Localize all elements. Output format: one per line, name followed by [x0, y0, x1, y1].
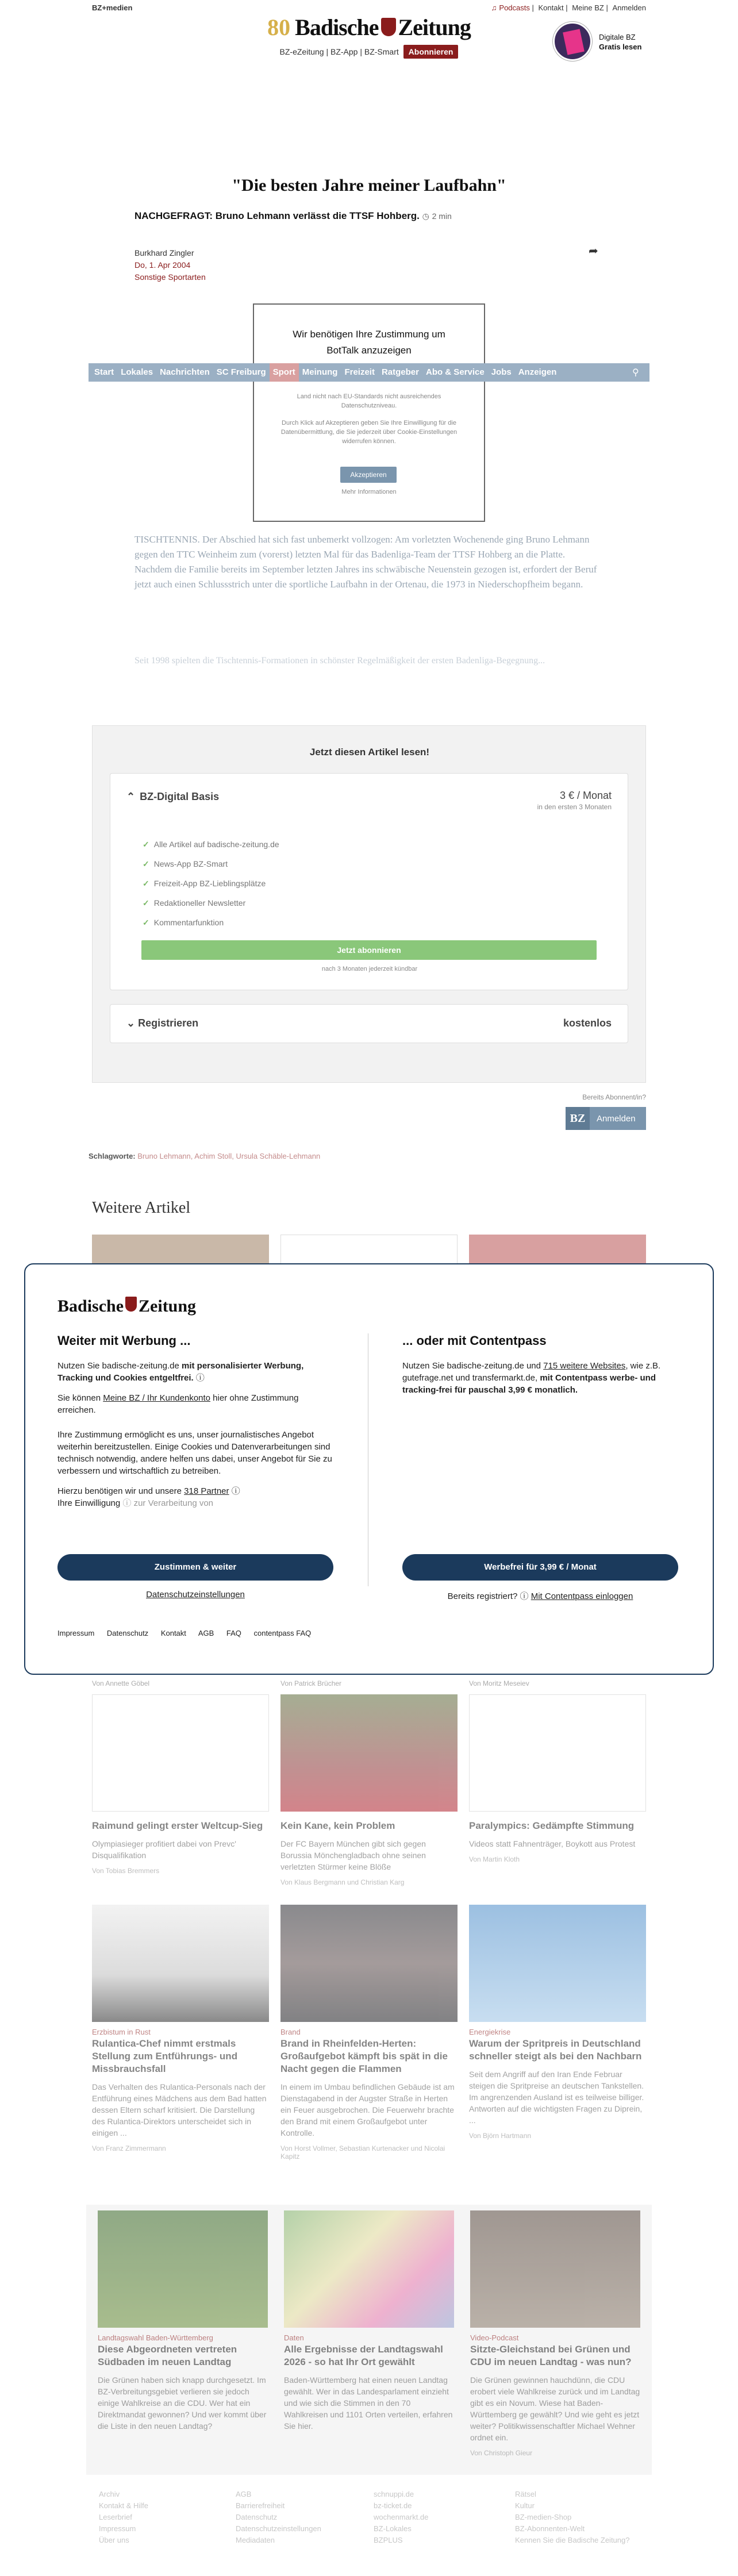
info-icon[interactable]: ⓘ — [122, 1498, 132, 1508]
logo-text-left: Badische — [295, 14, 379, 40]
article-card-title: Paralympics: Gedämpfte Stimmung — [469, 1820, 635, 1831]
cp-p1-b: , wie z.B. gutefrage.net und transfermarkt.de, — [402, 1361, 661, 1383]
teaser-image-top[interactable] — [280, 1235, 458, 1264]
article-card-kicker: Landtagswahl Baden-Württemberg — [98, 2333, 213, 2342]
article-image — [470, 2210, 640, 2328]
ads-paragraph-3: Ihre Zustimmung ermöglicht es uns, unser journalistisches Angebot weiterhin bereitzustellen. Einige Cookies und Datenverarbeitungen sind technisch notwendig, andere helfen uns dabei, unser Angebot für Sie zu verbessern und wirtschaftlich zu betreiben. — [57, 1430, 332, 1476]
footer-link[interactable]: Leserbrief — [99, 2513, 132, 2521]
nav-lokales[interactable]: Lokales — [121, 367, 153, 377]
cp-login-prefix: Bereits registriert? — [447, 1591, 520, 1601]
footer-link[interactable]: Datenschutz — [236, 2513, 278, 2521]
ads-p1-a: Nutzen Sie badische-zeitung.de — [57, 1361, 182, 1371]
feature-item: ✓ Alle Artikel auf badische-zeitung.de — [143, 835, 279, 854]
digital-bz-icon — [553, 22, 592, 61]
article-card-text: Seit dem Angriff auf den Iran Ende Februar steigen die Spritpreise an deutschen Tankstellen. Im angrenzenden Ausland ist es teilweise billiger. Antworten auf die wichtigsten Fragen zu Diprein, ... — [469, 2070, 644, 2125]
crest-icon — [381, 18, 396, 36]
article-card[interactable] — [92, 1905, 269, 2152]
article-card[interactable] — [469, 1905, 646, 2140]
subscribe-button[interactable]: Jetzt abonnieren — [141, 940, 597, 960]
top-bar — [0, 0, 738, 63]
footer-col-4 — [515, 2489, 646, 2546]
impressum-link[interactable]: Impressum — [57, 1629, 95, 1637]
article-card[interactable] — [284, 2210, 454, 2432]
paywall-title: Jetzt diesen Artikel lesen! — [309, 747, 430, 758]
share-icon[interactable]: ➦ — [589, 245, 598, 257]
consent-title-line2: BotTalk anzuzeigen — [326, 345, 412, 356]
footer-link[interactable]: BZ-Lokales — [374, 2524, 412, 2533]
tags-values[interactable]: Bruno Lehmann, Achim Stoll, Ursula Schäble-Lehmann — [137, 1152, 321, 1160]
article-image — [92, 1694, 269, 1812]
footer-link[interactable]: Impressum — [99, 2524, 136, 2533]
footer-link[interactable]: Über uns — [99, 2536, 129, 2544]
plan-name — [126, 791, 219, 803]
bz-medien-link[interactable]: BZ+medien — [92, 3, 133, 12]
kontakt-link[interactable]: Kontakt — [538, 3, 564, 12]
plan-price-value: 3 € / Monat — [559, 790, 612, 801]
consent-accept-button[interactable]: Akzeptieren — [340, 467, 397, 483]
bz-login-button[interactable] — [566, 1107, 646, 1130]
paywall — [92, 725, 646, 1083]
websites-link[interactable]: 715 weitere Websites — [543, 1361, 626, 1371]
podcasts-link[interactable]: Podcasts — [499, 3, 530, 12]
feature-item: ✓ Freizeit-App BZ-Lieblingsplätze — [143, 874, 279, 893]
article-card-title: Diese Abgeordneten vertreten Südbaden im neuen Landtag — [98, 2344, 237, 2367]
reading-time: 2 min — [432, 212, 452, 221]
teaser-text: NACHGEFRAGT: Bruno Lehmann verlässt die TTSF Hohberg. — [134, 210, 420, 221]
plan-card-register[interactable] — [110, 1004, 628, 1043]
logo-text-right: Zeitung — [398, 14, 471, 40]
headphones-icon: ♫ — [491, 3, 497, 12]
subnav-products[interactable]: BZ-eZeitung | BZ-App | BZ-Smart — [279, 47, 399, 56]
article-card-author: Von Horst Vollmer, Sebastian Kurtenacker und Nicolai Kapitz — [280, 2144, 445, 2160]
digital-bz-promo[interactable] — [553, 22, 651, 63]
footer-link[interactable]: BZ-Abonnenten-Welt — [515, 2524, 585, 2533]
info-icon[interactable]: ⓘ — [195, 1373, 205, 1383]
faq-link[interactable]: FAQ — [226, 1629, 241, 1637]
article-card[interactable] — [470, 2210, 640, 2457]
article-meta — [134, 247, 206, 283]
article-card-text: Olympiasieger profitiert dabei von Prevc' Disqualifikation — [92, 1839, 236, 1860]
clock-icon: ◷ — [422, 212, 429, 221]
nav-freizeit[interactable]: Freizeit — [344, 367, 375, 377]
digital-label-line1: Digitale BZ — [599, 33, 636, 41]
contentpass-heading: ... oder mit Contentpass — [402, 1333, 547, 1348]
article-card-text: Der FC Bayern München gibt sich gegen Borussia Mönchengladbach ohne seinen verletzten Stürmer keine Blöße — [280, 1839, 426, 1871]
nav-sport[interactable]: Sport — [270, 363, 299, 382]
article-card[interactable] — [469, 1694, 646, 1863]
article-card-kicker: Video-Podcast — [470, 2333, 519, 2342]
plan-name-text: BZ-Digital Basis — [140, 791, 220, 802]
kontakt-link[interactable]: Kontakt — [160, 1629, 186, 1637]
consent-box-title — [254, 326, 484, 359]
anniversary-80-logo: 80 — [267, 14, 291, 40]
datenschutz-link[interactable]: Datenschutz — [106, 1629, 149, 1637]
register-name — [126, 1017, 198, 1029]
article-card-kicker: Erzbistum in Rust — [92, 2028, 151, 2036]
bz-logo-icon: BZ — [566, 1107, 590, 1130]
article-card-author: Von Christoph Gieur — [470, 2449, 533, 2457]
article-card-text: Die Grünen haben sich knapp durchgesetzt. Im BZ-Verbreitungsgebiet verlieren sie jedoch einige Wahlkreise an die CDU. Wer hat ein Direktmandat gewonnen? Und wer kommt über die Liste in den neuen Landtag? — [98, 2375, 267, 2431]
article-card-title: Rulantica-Chef nimmt erstmals Stellung zum Entführungs- und Missbrauchsfall — [92, 2038, 238, 2074]
article-image — [469, 1694, 646, 1812]
article-card-text: In einem im Umbau befindlichen Gebäude ist am Dienstagabend in der Augster Straße in Herten ein Feuer ausgebrochen. Die Feuerwehr brachte den Brand mit einem Großaufgebot unter Kontrolle. — [280, 2082, 455, 2137]
meine-bz-account-link[interactable]: Meine BZ / Ihr Kundenkonto — [103, 1393, 211, 1403]
ads-p4-b: Ihre Einwilligung — [57, 1498, 121, 1508]
ads-p4-a: Hierzu benötigen wir und unsere — [57, 1486, 184, 1496]
site-logo[interactable] — [253, 13, 485, 41]
article-body-faded: Seit 1998 spielten die Tischtennis-Formationen in schönster Regelmäßigkeit der ersten Badenliga-Begegnung... — [134, 656, 545, 666]
search-icon[interactable]: ⚲ — [632, 368, 639, 378]
footer-link[interactable]: Archiv — [99, 2490, 120, 2498]
contentpass-button[interactable]: Werbefrei für 3,99 € / Monat — [402, 1554, 678, 1581]
footer-link[interactable]: Rätsel — [515, 2490, 536, 2498]
footer-link[interactable]: AGB — [236, 2490, 252, 2498]
teaser-image-top[interactable] — [92, 1235, 269, 1264]
plan-price-note: in den ersten 3 Monaten — [537, 803, 612, 811]
nav-abo-service[interactable]: Abo & Service — [425, 367, 485, 377]
already-subscriber-label: Bereits Abonnent/in? — [582, 1093, 646, 1101]
consent-more-link[interactable]: Mehr Informationen — [341, 489, 397, 495]
footer-link[interactable]: Kultur — [515, 2501, 535, 2510]
ads-p4-c: zur Verarbeitung von — [131, 1498, 214, 1508]
article-image — [92, 1905, 269, 2022]
nav-sc-freiburg[interactable]: SC Freiburg — [216, 367, 266, 377]
byline: Von Moritz Meseiev — [469, 1679, 529, 1687]
privacy-settings-link[interactable]: Datenschutzeinstellungen — [146, 1590, 245, 1600]
footer-link[interactable]: bz-ticket.de — [374, 2501, 412, 2510]
footer-link[interactable]: wochenmarkt.de — [374, 2513, 429, 2521]
abonnieren-button[interactable]: Abonnieren — [403, 45, 459, 59]
contentpass-faq-link[interactable]: contentpass FAQ — [253, 1629, 312, 1637]
info-icon[interactable]: ⓘ — [231, 1486, 240, 1496]
article-card-title: Raimund gelingt erster Weltcup-Sieg — [92, 1820, 263, 1831]
tags — [89, 1152, 320, 1160]
article-image — [280, 1905, 458, 2022]
article-card-text: Videos statt Fahnenträger, Boykott aus Protest — [469, 1839, 636, 1848]
contentpass-login-link[interactable]: Mit Contentpass einloggen — [531, 1591, 633, 1601]
article-category[interactable]: Sonstige Sportarten — [134, 272, 206, 282]
footer-link[interactable]: Mediadaten — [236, 2536, 275, 2544]
ads-paragraph-1 — [57, 1360, 333, 1384]
footer-link[interactable]: BZPLUS — [374, 2536, 403, 2544]
article-card[interactable] — [280, 1694, 458, 1886]
byline: Von Annette Göbel — [92, 1679, 150, 1687]
meine-bz-link[interactable]: Meine BZ — [572, 3, 604, 12]
footer-col-1 — [99, 2489, 214, 2546]
consent-box-info — [277, 392, 461, 446]
chevron-up-icon[interactable]: ⌃ — [126, 791, 136, 802]
digital-label-line2: Gratis lesen — [599, 43, 642, 51]
footer-link[interactable]: schnuppi.de — [374, 2490, 414, 2498]
cp-p1-a: Nutzen Sie badische-zeitung.de und — [402, 1361, 544, 1371]
nav-jobs[interactable]: Jobs — [491, 367, 512, 377]
footer-link[interactable]: Kennen Sie die Badische Zeitung? — [515, 2536, 630, 2544]
article-card[interactable] — [98, 2210, 268, 2432]
chevron-down-icon[interactable]: ⌄ — [126, 1017, 136, 1029]
article-image — [469, 1905, 646, 2022]
feature-item: ✓ Kommentarfunktion — [143, 913, 279, 932]
footer-link[interactable]: Datenschutzeinstellungen — [236, 2524, 321, 2533]
feature-item: ✓ News-App BZ-Smart — [143, 854, 279, 874]
article-card-author: Von Tobias Bremmers — [92, 1867, 160, 1875]
article-card-author: Von Klaus Bergmann und Christian Karg — [280, 1878, 405, 1886]
anmelden-link[interactable]: Anmelden — [612, 3, 646, 12]
crest-icon — [125, 1297, 137, 1312]
feature-item: ✓ Redaktioneller Newsletter — [143, 893, 279, 913]
consent-overlay — [24, 1263, 714, 1675]
footer-col-2 — [236, 2489, 351, 2546]
plan-card-basis[interactable] — [110, 773, 628, 990]
overlay-footer — [57, 1629, 321, 1637]
article-card-text: Das Verhalten des Rulantica-Personals nach der Entführung eines Mädchens aus dem Bad hatten dessen Eltern scharf kritisiert. Die Darstellung des Rulantica-Direktors unterscheidet sich in einigen ... — [92, 2082, 267, 2137]
consent-info-1: Land nicht nach EU-Standards nicht ausreichendes Datenschutzniveau. — [297, 393, 441, 409]
digital-bz-label — [599, 32, 641, 52]
ads-p2-a: Sie können — [57, 1393, 103, 1403]
article-card-author: Von Franz Zimmermann — [92, 2144, 166, 2152]
article-title: "Die besten Jahre meiner Laufbahn" — [232, 176, 506, 195]
plan-features — [143, 835, 279, 932]
byline: Von Patrick Brücher — [280, 1679, 342, 1687]
overlay-logo-left: Badische — [57, 1297, 124, 1316]
ads-paragraph-4 — [57, 1485, 333, 1509]
ads-paragraph-2 — [57, 1392, 333, 1416]
overlay-logo-right: Zeitung — [139, 1297, 197, 1316]
article-card-title: Kein Kane, kein Problem — [280, 1820, 395, 1831]
consent-contentpass-column — [402, 1333, 678, 1404]
article-image — [280, 1694, 458, 1812]
login-label: Anmelden — [597, 1113, 636, 1124]
subscribe-note: nach 3 Monaten jederzeit kündbar — [321, 966, 418, 972]
nav-meinung[interactable]: Meinung — [302, 367, 338, 377]
nav-nachrichten[interactable]: Nachrichten — [160, 367, 210, 377]
article-card-kicker: Daten — [284, 2333, 304, 2342]
article-card-text: Baden-Württemberg hat einen neuen Landtag gewählt. Wer in das Landesparlament einzieht und wie sich die Stimmen in den 70 Wahlkreisen und 1101 Orten verteilen, erfahren Sie hier. — [284, 2375, 453, 2431]
nav-start[interactable]: Start — [94, 367, 114, 377]
consent-info-2: Durch Klick auf Akzeptieren geben Sie Ihre Einwilligung für die Datenübermittlung, die Sie jederzeit über Cookie-Einstellungen widerrufen können. — [280, 420, 458, 445]
article-card-author: Von Björn Hartmann — [469, 2132, 532, 2140]
bottalk-consent-box — [253, 303, 485, 522]
article-card-title: Brand in Rheinfelden-Herten: Großaufgebot kämpft bis spät in die Nacht gegen die Flammen — [280, 2038, 448, 2074]
footer-link[interactable]: Barrierefreiheit — [236, 2501, 285, 2510]
article-card-title: Sitzte-Gleichstand bei Grünen und CDU im neuen Landtag - was nun? — [470, 2344, 632, 2367]
consent-ads-column — [57, 1333, 333, 1517]
ads-p2-b: hier ohne Zustimmung erreichen. — [57, 1393, 299, 1415]
contentpass-login — [402, 1590, 678, 1602]
article-card-kicker: Brand — [280, 2028, 301, 2036]
article-image — [284, 2210, 454, 2328]
article-card-text: Die Grünen gewinnen hauchdünn, die CDU erobert viele Wahlkreise zurück und im Landtag gibt es ein Novum. Wiese hat Baden-Württemberg ge gewählt? Und wie geht es jetzt weiter? Politikwissenschaftler Michael Wehner ordnet ein. — [470, 2375, 640, 2442]
article-card-kicker: Energiekrise — [469, 2028, 511, 2036]
footer-col-3 — [374, 2489, 489, 2546]
accept-ads-button[interactable]: Zustimmen & weiter — [57, 1554, 333, 1581]
consent-title-line1: Wir benötigen Ihre Zustimmung um — [293, 329, 445, 340]
footer-link[interactable]: BZ-medien-Shop — [515, 2513, 572, 2521]
teaser-image-top[interactable] — [469, 1235, 646, 1264]
article-card[interactable] — [92, 1694, 269, 1875]
tags-label: Schlagworte: — [89, 1152, 136, 1160]
footer-link[interactable]: Kontakt & Hilfe — [99, 2501, 148, 2510]
top-links: ♫ Podcasts | Kontakt | Meine BZ | Anmelden — [491, 3, 646, 12]
nav-ratgeber[interactable]: Ratgeber — [381, 367, 419, 377]
agb-link[interactable]: AGB — [198, 1629, 214, 1637]
ads-p1-b: mit personalisierter Werbung, Tracking und Cookies entgeltfrei. — [57, 1361, 304, 1383]
article-teaser — [134, 210, 452, 222]
register-price: kostenlos — [563, 1017, 612, 1029]
article-card[interactable] — [280, 1905, 458, 2160]
cp-p1-c: mit Contentpass werbe- und tracking-frei für pauschal 3,99 € monatlich. — [402, 1373, 656, 1395]
article-card-title: Warum der Spritpreis in Deutschland schneller steigt als bei den Nachbarn — [469, 2038, 642, 2062]
plan-price — [537, 790, 612, 811]
article-image — [98, 2210, 268, 2328]
article-body: TISCHTENNIS. Der Abschied hat sich fast unbemerkt vollzogen: Am vorletzten Wochenende ging Bruno Lehmann gegen den TTC Weinheim zum (vorerst) letzten Mal für das Badenliga-Team der TTSF Hohberg an die Platte. Nachdem die Familie bereits im September letzten Jahres ins schwäbische Neuenstein gezogen ist, erfordert der Beruf jetzt auch einen Schlussstrich unter die sportliche Laufbahn in der Ortenau, die 1973 in Niederschopfheim begann. — [134, 534, 597, 590]
article-card-author: Von Martin Kloth — [469, 1855, 520, 1863]
nav-anzeigen[interactable]: Anzeigen — [518, 367, 557, 377]
info-icon[interactable]: ⓘ — [520, 1591, 529, 1601]
article-date: Do, 1. Apr 2004 — [134, 260, 191, 270]
partners-link[interactable]: 318 Partner — [184, 1486, 229, 1496]
main-navigation — [89, 363, 649, 382]
register-name-text: Registrieren — [138, 1017, 199, 1029]
contentpass-paragraph — [402, 1360, 678, 1396]
article-card-title: Alle Ergebnisse der Landtagswahl 2026 - so hat Ihr Ort gewählt — [284, 2344, 443, 2367]
article-author[interactable]: Burkhard Zingler — [134, 248, 194, 257]
overlay-logo — [57, 1297, 196, 1316]
more-articles-heading: Weitere Artikel — [92, 1199, 191, 1217]
ads-heading: Weiter mit Werbung ... — [57, 1333, 191, 1348]
